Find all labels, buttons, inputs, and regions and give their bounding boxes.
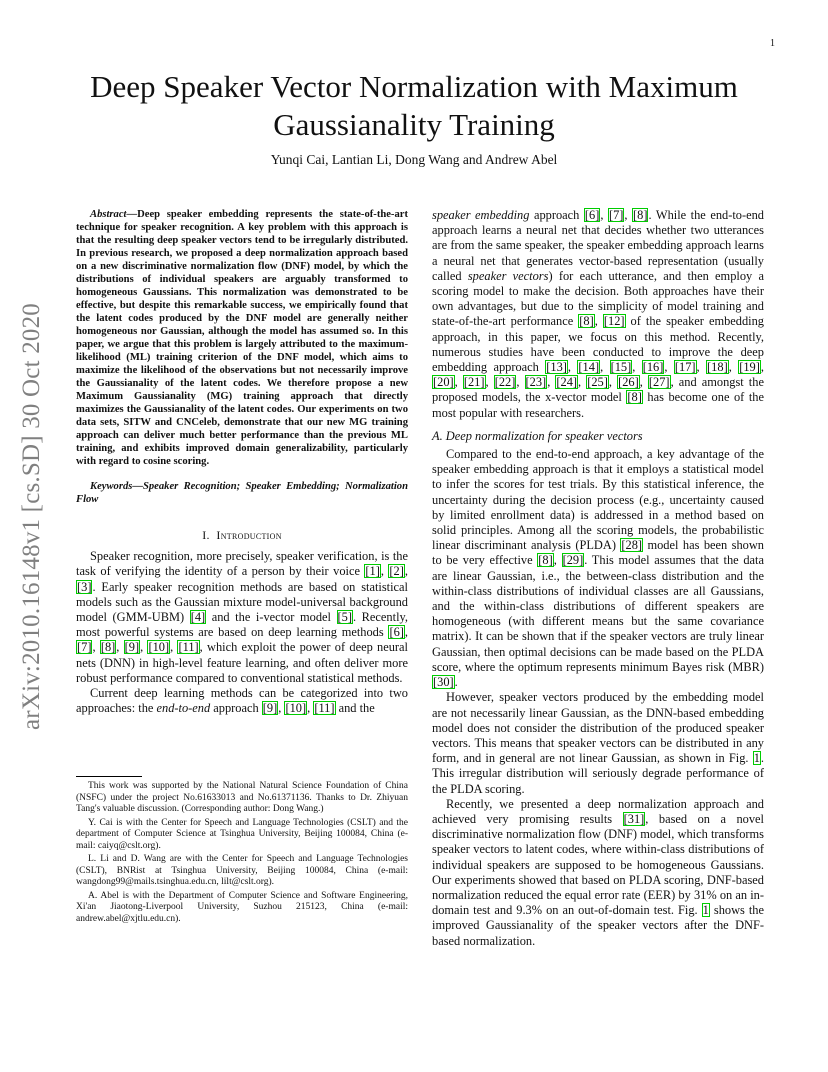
citation-link[interactable]: [23] <box>525 375 547 390</box>
citation-link[interactable]: [22] <box>494 375 516 390</box>
right-column <box>432 208 764 949</box>
abstract-label: Abstract <box>90 209 127 220</box>
citation-link[interactable]: [8] <box>627 390 642 405</box>
citation-link[interactable]: [9] <box>262 701 278 716</box>
subsection-heading-deep-normalization: A. Deep normalization for speaker vectors <box>432 428 643 443</box>
citation-link[interactable]: [8] <box>538 553 553 568</box>
citation-link[interactable]: [6] <box>584 208 600 222</box>
subsection-paragraph-3: Recently, we presented a deep normalization approach and achieved very promising results [31], based on a novel discriminative normalization flow (DNF) model, which transforms speaker vectors to latent codes, where within-class distributions of individual speakers are supposed to be homogeneous Gaussians. Our experiments showed that based on PLDA scoring, DNF-based normalization reduced the equal error rate (EER) by 31% on an in-domain test and 9.3% on an out-of-domain test. Fig. 1 shows the improved Gaussianality of the speaker vectors after the DNF-based normalization. <box>432 796 764 948</box>
footnote-funding: This work was supported by the National Natural Science Foundation of China (NSFC) under the project No.61633013 and No.61371136. Thanks to Dr. Zhiyuan Tang's valuable discussion. (Corresponding author: Dong Wang.) <box>76 781 408 814</box>
citation-link[interactable]: [7] <box>608 208 624 222</box>
citation-link[interactable]: [7] <box>77 640 92 655</box>
citation-link[interactable]: [18] <box>707 360 728 375</box>
citation-link[interactable]: [28] <box>621 538 643 553</box>
citation-link[interactable]: [8] <box>633 208 648 222</box>
section-heading-introduction: I. Introduction <box>202 528 282 542</box>
citation-link[interactable]: [8] <box>579 314 594 329</box>
citation-link[interactable]: [30] <box>433 675 454 690</box>
intro-paragraph-2-continued: speaker embedding approach [6], [7], [8]. While the end-to-end approach learns a neural net that decides whether two utterances are from the same speaker, the speaker embedding approach learns a neural net that generates vector-based representation (usually called speaker vectors) for each utterance, and then employ a scoring model to make the decision. Both approaches have their own advantages, but due to the simplicity of model training and state-of-the-art performance [8], [12] of the speaker embedding approach, in this paper, we focus on this method. Recently, numerous studies have been conducted to improve the deep embedding approach [13], [14], [15], [16], [17], [18], [19], [20], [21], [22], [23], [24], [25], [26], [27], and amongst the proposed models, the x-vector model [8] has become one of the most popular with researchers. <box>432 208 764 420</box>
citation-link[interactable]: [26] <box>618 375 639 390</box>
footnote-divider <box>76 776 142 777</box>
citation-link[interactable]: [9] <box>124 640 140 655</box>
citation-link[interactable]: [27] <box>648 375 670 390</box>
citation-link[interactable]: [10] <box>148 640 170 655</box>
citation-link[interactable]: [5] <box>337 610 352 625</box>
left-column <box>76 208 408 716</box>
citation-link[interactable]: [10] <box>285 701 307 716</box>
citation-link[interactable]: [29] <box>562 553 584 568</box>
citation-link[interactable]: [14] <box>578 360 600 375</box>
footnote-affiliation-li-wang: L. Li and D. Wang are with the Center for Speech and Language Technologies (CSLT), BNRist at Tsinghua University, Beijing 100084, China (e-mail: wangdong99@mails.tsinghua.edu.cn, lilt@cslt.org). <box>76 854 408 887</box>
subsection-paragraph-1: Compared to the end-to-end approach, a key advantage of the speaker embedding approach is that it employs a statistical model to infer the scores for test trials. By this statistical inference, the uncertainty during the decision process (e.g., uncertainty caused by limited enrollment data) is addressed in a method based on solid principles. Among all the scoring models, the probabilistic linear discriminant analysis (PLDA) [28] model has been shown to be very effective [8], [29]. This model assumes that the data are linear Gaussian, i.e., the between-class distribution and the within-class distributions of individual classes are all Gaussians, and the within-class distributions of different speakers are homogeneous (with different means but the same covariance matrix). It can be shown that if the speaker vectors are truly linear Gaussian, then optimal decisions can be made based on the PLDA score, where the optimum represents minimum Bayes risk (MBR) [30]. <box>432 447 764 690</box>
citation-link[interactable]: [19] <box>739 360 760 375</box>
intro-paragraph-2: Current deep learning methods can be categorized into two approaches: the end-to-end approach [9], [10], [11] and the <box>76 686 408 716</box>
citation-link[interactable]: [20] <box>433 375 454 390</box>
author-list: Yunqi Cai, Lantian Li, Dong Wang and Andrew Abel <box>270 152 558 167</box>
citation-link[interactable]: [25] <box>587 375 608 390</box>
citation-link[interactable]: [11] <box>178 640 199 655</box>
intro-paragraph-1: Speaker recognition, more precisely, speaker verification, is the task of verifying the identity of a person by their voice [1], [2], [3]. Early speaker recognition methods are based on statistical models such as the Gaussian mixture model-universal background model (GMM-UBM) [4] and the i-vector model [5]. Recently, most powerful systems are based on deep learning methods [6], [7], [8], [9], [10], [11], which exploit the power of deep neural nets (DNN) in high-level feature learning, and often deliver more robust performance compared to conventional statistical methods. <box>76 549 408 685</box>
citation-link[interactable]: [11] <box>314 701 335 716</box>
citation-link[interactable]: [3] <box>77 579 92 594</box>
citation-link[interactable]: [24] <box>556 375 578 390</box>
footnote-affiliation-abel: A. Abel is with the Department of Computer Science and Software Engineering, Xi'an Jiaotong-Liverpool University, Suzhou 215123, China (e-mail: andrew.abel@xjtlu.edu.cn). <box>76 890 408 924</box>
page-number: 1 <box>770 38 775 49</box>
paper-title: Deep Speaker Vector Normalization with Maximum Gaussianality Training <box>90 69 738 142</box>
citation-link[interactable]: [6] <box>389 625 404 640</box>
arxiv-stamp[interactable]: arXiv:2010.16148v1 [cs.SD] 30 Oct 2020 <box>18 303 45 730</box>
citation-link[interactable]: [4] <box>190 610 206 625</box>
subsection-paragraph-2: However, speaker vectors produced by the embedding model are not necessarily linear Gaussian, as the DNN-based embedding model does not consider the distribution of the produced speaker vectors. This means that speaker vectors can be distributed in any form, and in general are not linear Gaussian, as shown in Fig. 1. This irregular distribution will seriously degrade performance of the PLDA scoring. <box>432 690 764 796</box>
citation-link[interactable]: [31] <box>623 811 645 826</box>
citation-link[interactable]: [12] <box>603 314 625 329</box>
citation-link[interactable]: [21] <box>463 375 485 390</box>
keywords: Keywords—Speaker Recognition; Speaker Embedding; Normalization Flow <box>76 481 408 505</box>
citation-link[interactable]: [8] <box>100 640 116 655</box>
abstract <box>76 208 408 468</box>
citation-link[interactable]: [13] <box>546 360 567 375</box>
figure-link[interactable]: 1 <box>753 751 760 766</box>
citation-link[interactable]: [15] <box>610 360 632 375</box>
footnote-affiliation-cai: Y. Cai is with the Center for Speech and Language Technologies (CSLT) and the department of Computer Science at Tsinghua University, Beijing 100084, China (e-mail: caiyq@cslt.org). <box>76 817 408 851</box>
citation-link[interactable]: [2] <box>389 564 404 579</box>
abstract-text: —Deep speaker embedding represents the state-of-the-art technique for speaker recognition. A key problem with this approach is that the resulting deep speaker vectors tend to be irregularly distributed. In previous research, we proposed a deep normalization approach based on a new discriminative normalization flow (DNF) model, by which the distributions of individual speakers are arguably transformed to homogeneous Gaussians. This normalization was demonstrated to be effective, but despite this remarkable success, we empirically found that the latent codes produced by the DNF model are generally neither homogeneous nor Gaussian, although the model has assumed so. In this paper, we argue that this problem is largely attributed to the maximum-likelihood (ML) training criterion of the DNF model, which aims to maximize the likelihood of the observations but not necessarily improve the Gaussianality of the latent codes. We therefore propose a new Maximum Gaussianality (MG) training approach that directly maximizes the Gaussianality of the latent codes. Our experiments on two data sets, SITW and CNCeleb, demonstrate that our new MG training approach can deliver much better performance than the previous ML training, and exhibits improved domain generalizability, particularly with regard to cosine scoring. <box>76 209 408 467</box>
citation-link[interactable]: [16] <box>642 360 664 375</box>
citation-link[interactable]: [1] <box>365 564 380 579</box>
footnotes <box>76 776 408 927</box>
citation-link[interactable]: [17] <box>674 360 696 375</box>
figure-link[interactable]: 1 <box>702 903 709 918</box>
